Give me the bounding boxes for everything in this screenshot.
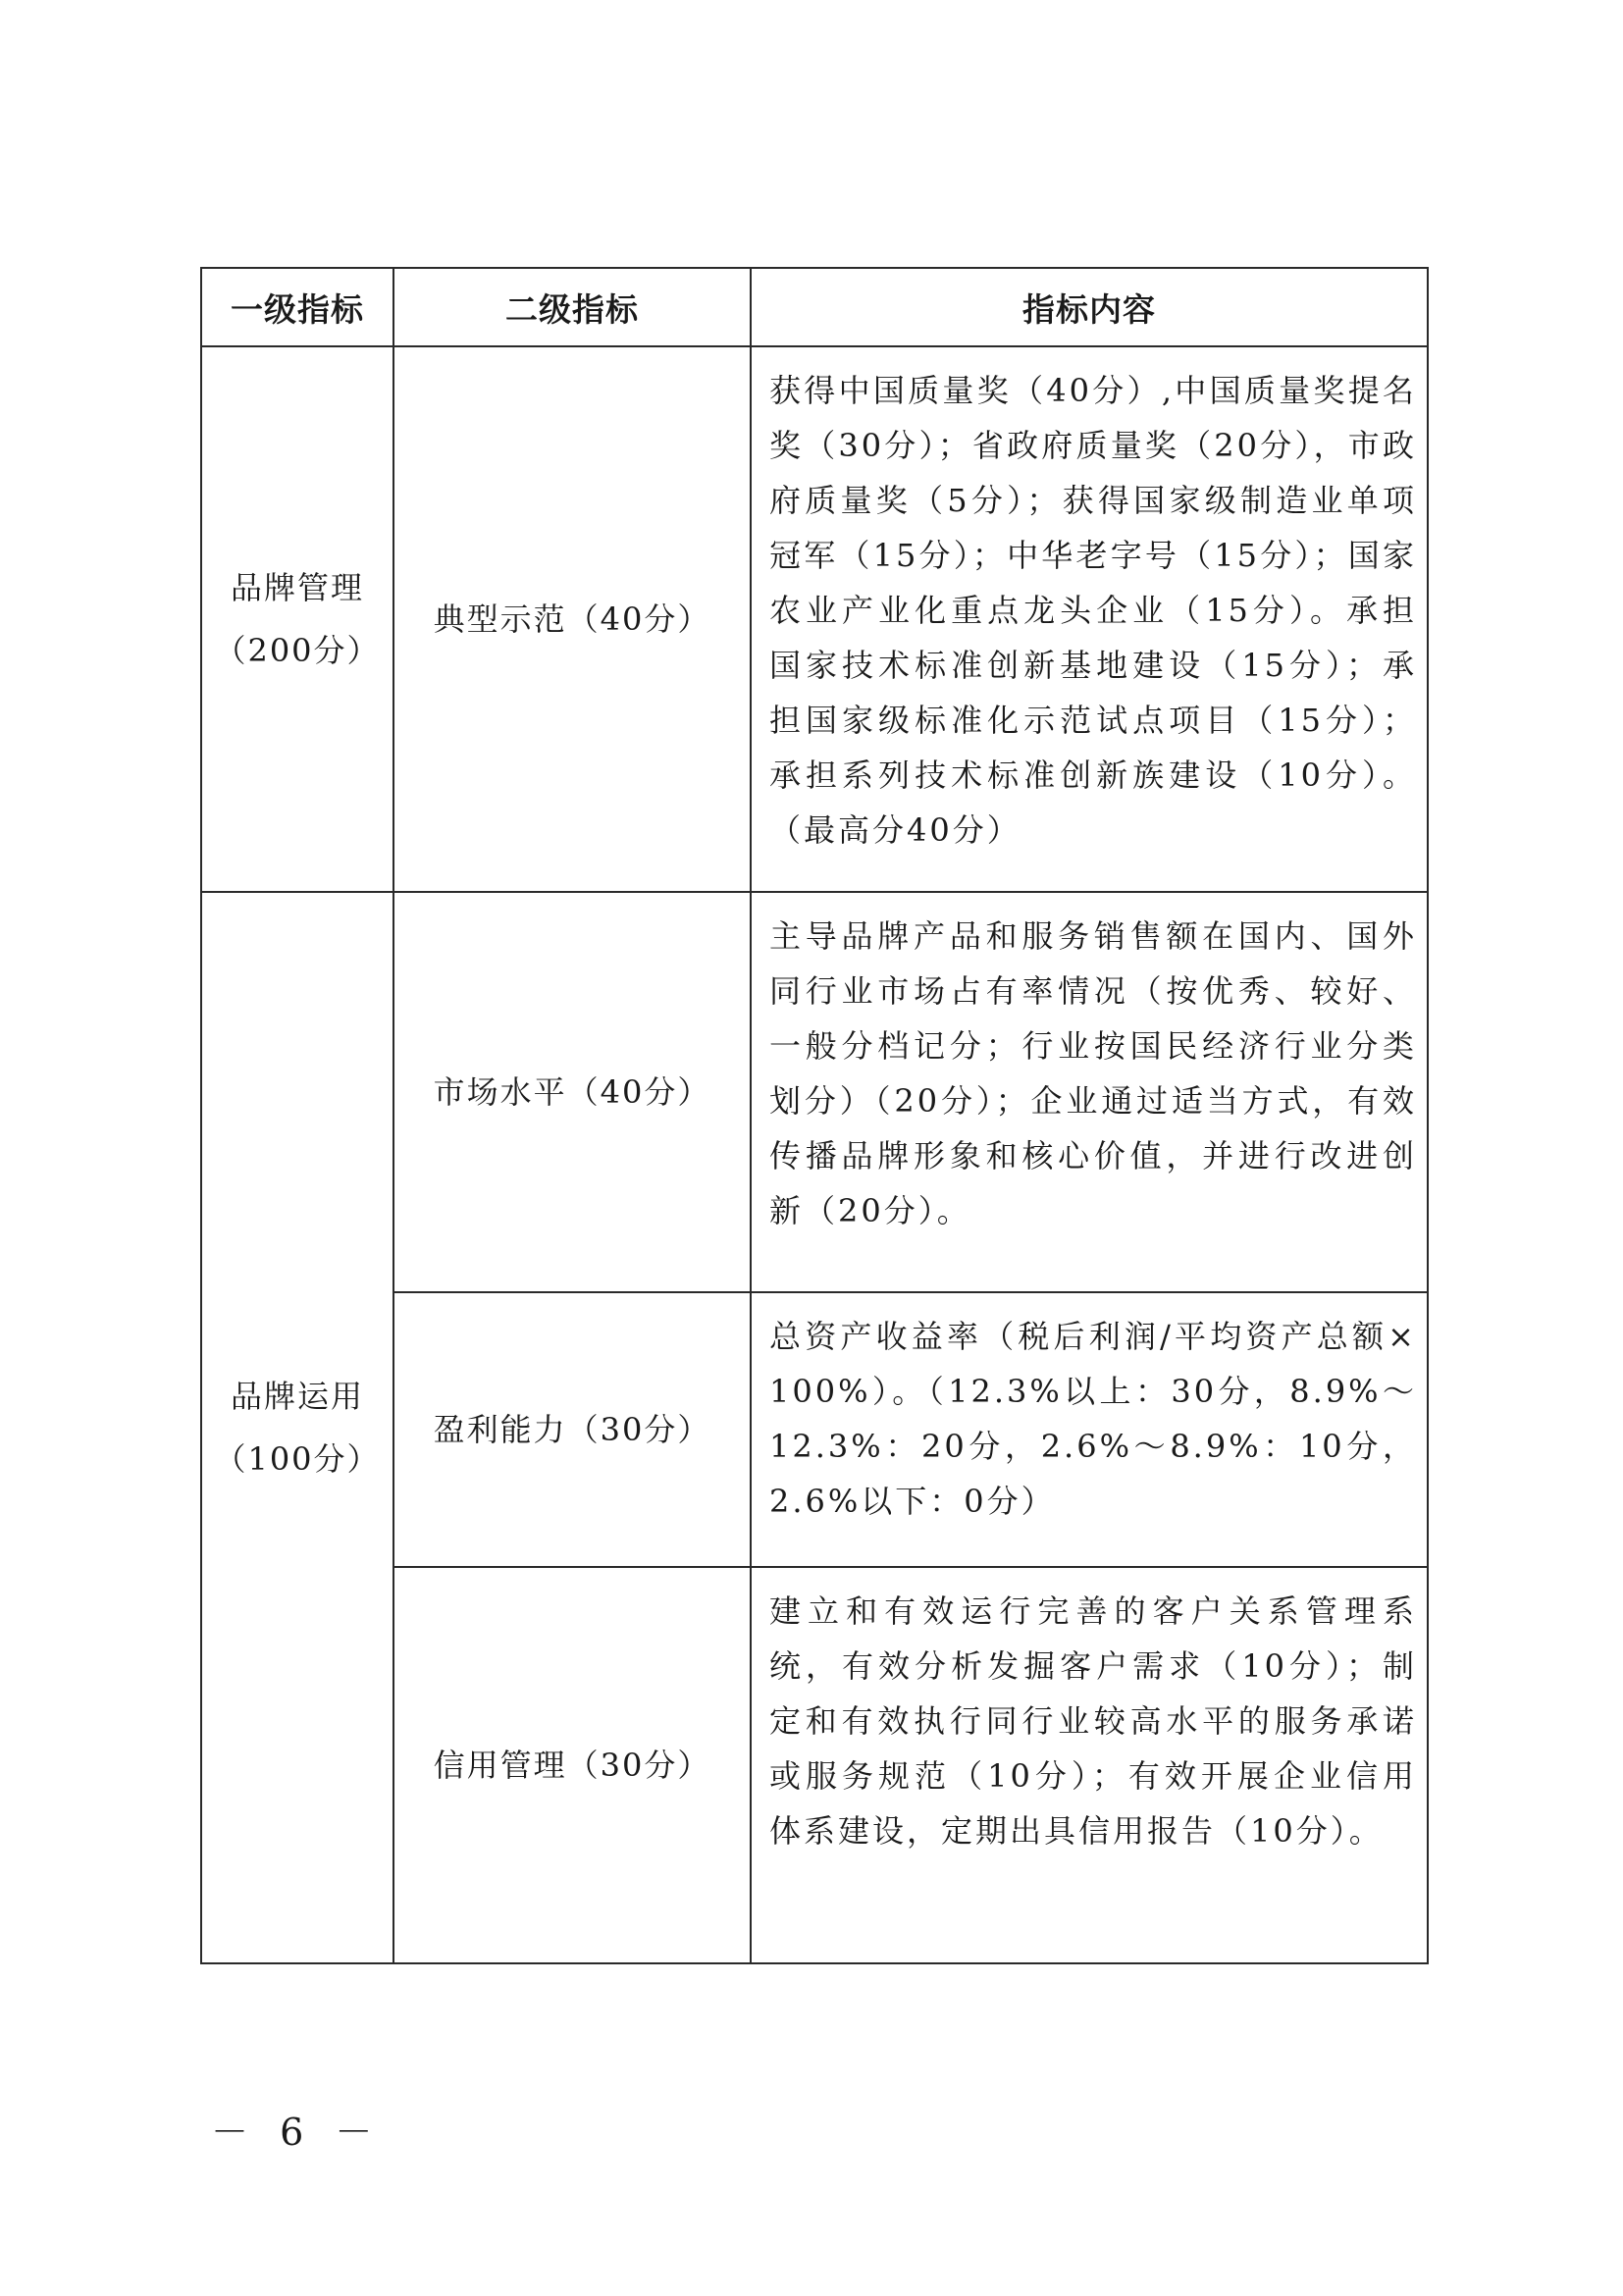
indicator-content: 获得中国质量奖（40分）,中国质量奖提名奖（30分）；省政府质量奖（20分），市政府质量奖（5分）；获得国家级制造业单项冠军（15分）；中华老字号（15分）；国家农业产业化重点龙头企业（15分）。承担国家技术标准创新基地建设（15分）；承担国家级标准化示范试点项目（15分）；承担系列技术标准创新族建设（10分）。（最高分40分） [751,346,1428,892]
level2-credit-management: 信用管理（30分） [393,1567,751,1963]
level2-profitability: 盈利能力（30分） [393,1292,751,1567]
level1-brand-management [201,346,393,892]
level1-label: 品牌管理 [230,569,364,606]
level1-label: 品牌运用 [230,1378,364,1415]
level1-score: （200分） [214,632,381,669]
indicator-table [200,267,1429,1964]
level2-typical-demonstration: 典型示范（40分） [393,346,751,892]
indicator-content: 总资产收益率（税后利润/平均资产总额×100%）。（12.3%以上：30分，8.9%～12.3%：20分，2.6%～8.9%：10分，2.6%以下：0分） [751,1292,1428,1567]
table-row [201,892,1428,1292]
indicator-content: 建立和有效运行完善的客户关系管理系统，有效分析发掘客户需求（10分）；制定和有效执行同行业较高水平的服务承诺或服务规范（10分）；有效开展企业信用体系建设，定期出具信用报告（10分）。 [751,1567,1428,1963]
header-content: 指标内容 [751,268,1428,346]
table-row [201,346,1428,892]
level1-score: （100分） [214,1440,381,1478]
page-number: － 6 － [211,2111,383,2154]
level2-market-level: 市场水平（40分） [393,892,751,1292]
level1-brand-application [201,892,393,1963]
header-level1: 一级指标 [201,268,393,346]
header-level2: 二级指标 [393,268,751,346]
header-row [201,268,1428,346]
indicator-content: 主导品牌产品和服务销售额在国内、国外同行业市场占有率情况（按优秀、较好、一般分档记分；行业按国民经济行业分类划分）（20分）；企业通过适当方式，有效传播品牌形象和核心价值，并进行改进创新（20分）。 [751,892,1428,1292]
